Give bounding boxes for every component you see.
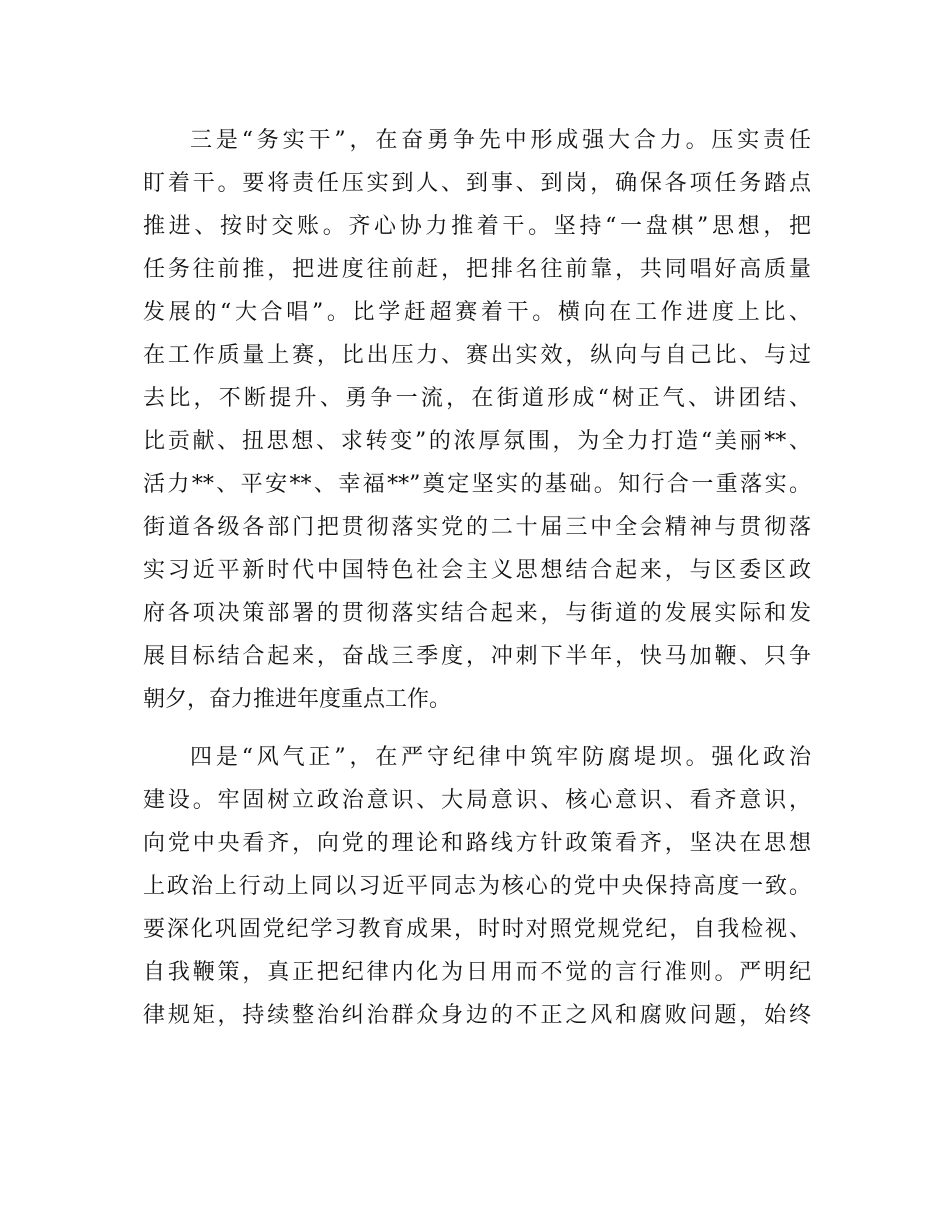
paragraph-line: 街道各级各部门把贯彻落实党的二十届三中全会精神与贯彻落: [143, 515, 811, 540]
paragraph-line: 自我鞭策，真正把纪律内化为日用而不觉的言行准则。严明纪: [143, 960, 811, 985]
paragraph-line: 在工作质量上赛，比出压力、赛出实效，纵向与自己比、与过: [143, 343, 811, 368]
paragraph-line: 展目标结合起来，奋战三季度，冲刺下半年，快马加鞭、只争: [143, 644, 811, 669]
paragraph-line: 建设。牢固树立政治意识、大局意识、核心意识、看齐意识，: [143, 788, 811, 813]
paragraph-line: 要深化巩固党纪学习教育成果，时时对照党规党纪，自我检视、: [143, 917, 811, 942]
paragraph-line: 实习近平新时代中国特色社会主义思想结合起来，与区委区政: [143, 558, 811, 583]
paragraph-line: 推进、按时交账。齐心协力推着干。坚持“一盘棋”思想，把: [143, 214, 811, 239]
paragraph-line: 朝夕，奋力推进年度重点工作。: [143, 687, 452, 712]
paragraph-line: 盯着干。要将责任压实到人、到事、到岗，确保各项任务踏点: [143, 171, 811, 196]
paragraph-line: 发展的“大合唱”。比学赶超赛着干。横向在工作进度上比、: [143, 300, 811, 325]
paragraph-line: 四是“风气正”，在严守纪律中筑牢防腐堤坝。强化政治: [190, 745, 811, 770]
paragraph-line: 任务往前推，把进度往前赶，把排名往前靠，共同唱好高质量: [143, 257, 811, 282]
paragraph-line: 活力**、平安**、幸福**”奠定坚实的基础。知行合一重落实。: [143, 472, 811, 497]
paragraph-line: 三是“务实干”，在奋勇争先中形成强大合力。压实责任: [190, 128, 811, 153]
paragraph-line: 府各项决策部署的贯彻落实结合起来，与街道的发展实际和发: [143, 601, 811, 626]
paragraph-line: 律规矩，持续整治纠治群众身边的不正之风和腐败问题，始终: [143, 1003, 811, 1028]
paragraph-line: 上政治上行动上同以习近平同志为核心的党中央保持高度一致。: [143, 874, 811, 899]
paragraph-line: 比贡献、扭思想、求转变”的浓厚氛围，为全力打造“美丽**、: [143, 429, 811, 454]
paragraph-line: 去比，不断提升、勇争一流，在街道形成“树正气、讲团结、: [143, 386, 811, 411]
paragraph-line: 向党中央看齐，向党的理论和路线方针政策看齐，坚决在思想: [143, 831, 811, 856]
